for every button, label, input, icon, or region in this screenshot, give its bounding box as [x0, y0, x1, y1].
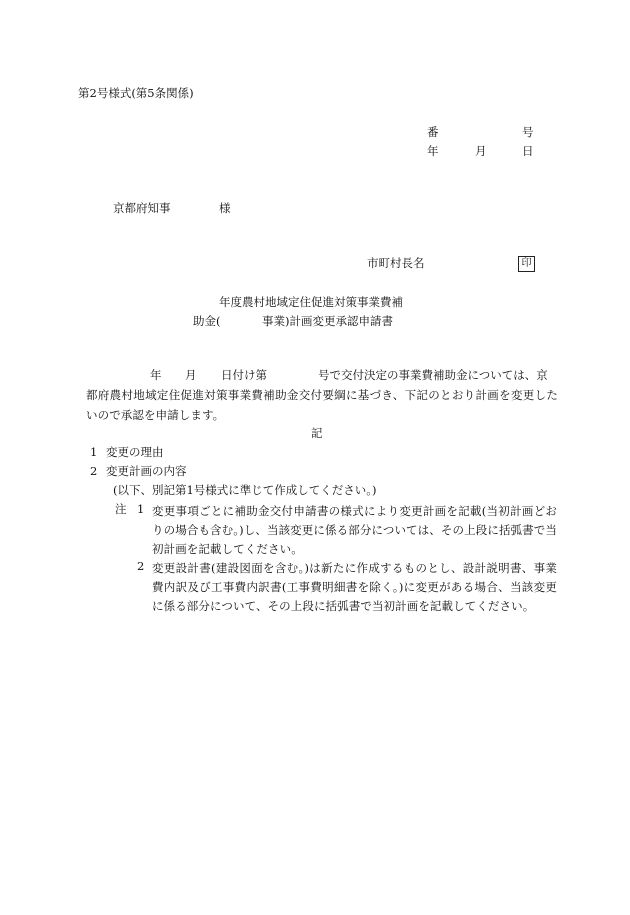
body-date-number: 日付け第 [221, 368, 267, 382]
body-year: 年 [150, 368, 162, 382]
go-label: 号 [522, 125, 534, 139]
note-2-text [152, 559, 557, 616]
note-1-content: 変更事項ごとに補助金交付申請書の様式により変更計画を記載(当初計画どおりの場合も含む。)し、当該変更に係る部分については、その上段に括弧書で当初計画を記載してください。 [152, 504, 557, 556]
note-2-content: 変更設計書(建設図面を含む。)は新たに作成するものとし、設計説明書、事業費内訳及び工事費内訳書(工事費明細書を除く。)に変更がある場合、当該変更に係る部分について、その上段に括弧書で当初計画を記載してください。 [152, 561, 557, 613]
note-1-text [152, 502, 557, 559]
addressee-honorific: 様 [219, 201, 231, 215]
seal-stamp: 印 [518, 256, 535, 272]
item-1-label: 変更の理由 [106, 445, 164, 459]
body-line1-rest: 号で交付決定の事業費補助金については、京 [318, 368, 548, 382]
document-title-line2-end: 事業)計画変更承認申請書 [262, 314, 393, 328]
addressee-name: 京都府知事 [113, 201, 171, 215]
sender-title: 市町村長名 [367, 256, 425, 270]
sub-note: (以下、別記第1号様式に準じて作成してください。) [113, 483, 377, 497]
year-label: 年 [427, 144, 439, 158]
document-title-line1: 年度農村地域定住促進対策事業費補 [219, 295, 403, 309]
notes-prefix: 注 [115, 502, 127, 516]
day-label: 日 [522, 144, 534, 158]
item-1-number: 1 [90, 445, 98, 459]
number-label: 番 [427, 125, 439, 139]
body-paragraph: 都府農村地域定住促進対策事業費補助金交付要綱に基づき、下記のとおり計画を変更したいので承認を申請します。 [86, 388, 558, 422]
note-1-number: 1 [137, 502, 145, 516]
ki-heading: 記 [311, 426, 323, 440]
form-label: 第2号様式(第5条関係) [78, 86, 194, 100]
document-title-line2-start: 助金( [193, 314, 221, 328]
note-2-number: 2 [137, 559, 145, 573]
item-2-label: 変更計画の内容 [106, 464, 187, 478]
month-label: 月 [475, 144, 487, 158]
item-2-number: 2 [90, 464, 98, 478]
body-month: 月 [185, 368, 197, 382]
